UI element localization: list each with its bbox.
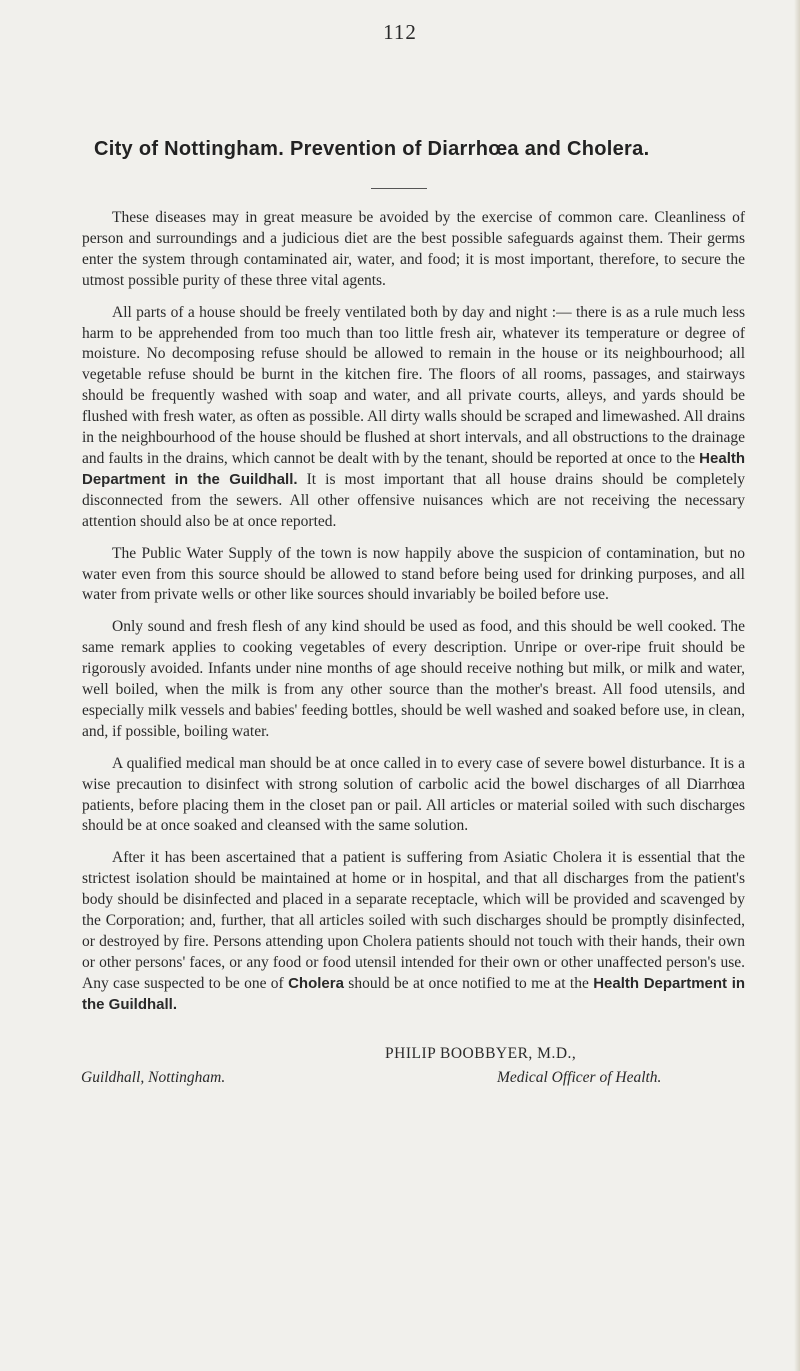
paragraph-2-text-b: It is most important that all house drains should be completely disconnected from the sewers. All other offensive nuisances which are not receiving the necessary attention should also be at once reported. (82, 470, 745, 530)
signature-place: Guildhall, Nottingham. (81, 1069, 226, 1086)
paragraph-3-text: The Public Water Supply of the town is now happily above the suspicion of contamination, but no water even from this source should be allowed to stand before being used for drinking purposes, and all water from private wells or other like sources should invariably be boiled before use. (82, 544, 745, 604)
paragraph-2-emphasis: Health Department in the Guildhall. (82, 449, 746, 488)
paragraph-6-emphasis-department: Health Department in the Guildhall. (82, 974, 746, 1013)
body-text (82, 208, 745, 1027)
paragraph-3 (82, 544, 745, 607)
page-title: City of Nottingham. Prevention of Diarrhœa and Cholera. (94, 138, 650, 160)
paragraph-1-text: These diseases may in great measure be avoided by the exercise of common care. Cleanliness of person and surroundings and a judicious diet are the best possible safeguards against them. Their germs enter the system through contaminated air, water, and food; it is most important, therefore, to secure the utmost possible purity of these three vital agents. (82, 209, 745, 289)
paragraph-5 (82, 754, 745, 838)
paragraph-2-text-a: All parts of a house should be freely ventilated both by day and night :— there is as a rule much less harm to be apprehended from too much than too little fresh air, whatever its temperature or degree of moisture. No decomposing refuse should be allowed to remain in the house or its neighbourhood; all vegetable refuse should be burnt in the kitchen fire. The floors of all rooms, passages, and stairways should be frequently washed with soap and water, and all private courts, alleys, and yards should be flushed with fresh water, as often as possible. All dirty walls should be scraped and limewashed. All drains in the neighbourhood of the house should be flushed at short intervals, and all obstructions to the drainage and faults in the drains, which cannot be dealt with by the tenant, should be reported at once to the (82, 303, 745, 467)
paragraph-1 (82, 208, 745, 292)
paragraph-6 (82, 848, 745, 1015)
signature-title: Medical Officer of Health. (497, 1069, 662, 1086)
paragraph-5-text: A qualified medical man should be at once called in to every case of severe bowel disturbance. It is a wise precaution to disinfect with strong solution of carbolic acid the bowel discharges of all Diarrhœa patients, before placing them in the closet pan or pail. All articles or material soiled with such discharges should be at once soaked and cleansed with the same solution. (82, 754, 745, 835)
paragraph-6-emphasis-cholera: Cholera (288, 974, 344, 992)
page-edge-shadow (794, 0, 800, 1371)
title-divider (371, 188, 427, 189)
paragraph-6-text-b: should be at once notified to me at the (348, 974, 589, 992)
paragraph-4 (82, 617, 745, 742)
page-number: 112 (383, 20, 417, 44)
paragraph-6-text-a: After it has been ascertained that a patient is suffering from Asiatic Cholera it is essential that the strictest isolation should be maintained at home or in hospital, and that all discharges from the patient's body should be disinfected and placed in a separate receptacle, which will be provided and scavenged by the Corporation; and, further, that all articles soiled with such discharges should be promptly disinfected, or destroyed by fire. Persons attending upon Cholera patients should not touch with their hands, their own or other persons' faces, or any food or food utensil intended for their own or other unaffected person's use. Any case suspected to be one of (82, 849, 745, 992)
signature-name: PHILIP BOOBBYER, M.D., (385, 1045, 577, 1062)
paragraph-2 (82, 303, 745, 533)
paragraph-4-text: Only sound and fresh flesh of any kind should be used as food, and this should be well cooked. The same remark applies to cooking vegetables of every description. Unripe or over-ripe fruit should be rigorously avoided. Infants under nine months of age should receive nothing but milk, or milk and water, well boiled, when the milk is from any other source than the mother's breast. All food utensils, and especially milk vessels and babies' feeding bottles, should be well washed and soaked before use, in clean, and, if possible, boiling water. (82, 618, 745, 740)
